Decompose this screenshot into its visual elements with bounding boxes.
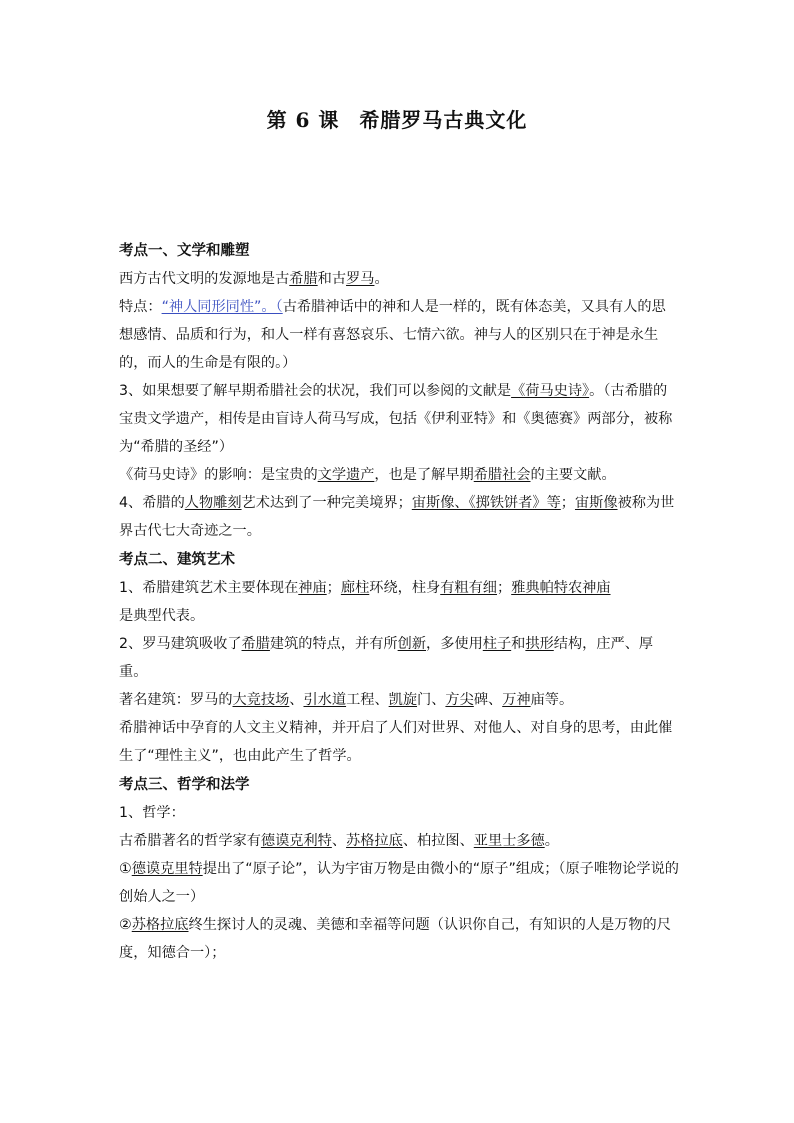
section-heading-2: 考点二、建筑艺术: [119, 552, 235, 568]
underlined-term: 《荷马史诗》: [511, 383, 590, 399]
text: 1、希腊建筑艺术主要体现在: [119, 580, 299, 596]
paragraph-features: [119, 293, 679, 377]
text: 古希腊神话中的神和人是一样的，既有体态美，又具有人的思想感情、品质和行为，和人一样有喜怒哀乐、七情六欲。神与人的区别只在于神是永生的，而人的生命是有限的。）: [119, 299, 666, 371]
underlined-term: 宙斯像: [574, 495, 618, 511]
paragraph-philosophers: [119, 827, 679, 855]
text: ①: [119, 861, 132, 877]
paragraph-greek-architecture: [119, 574, 679, 630]
text: 建筑的特点，并有所: [269, 636, 398, 652]
text: ；: [496, 580, 512, 596]
text: 的主要文献。: [530, 467, 616, 483]
underlined-term: 拱形: [525, 636, 554, 652]
paragraph-humanism: [119, 714, 679, 770]
underlined-term: 人物雕刻: [184, 495, 242, 511]
paragraph-democritus: [119, 855, 679, 911]
text: 3、如果想要了解早期希腊社会的状况，我们可以参阅的文献是: [119, 383, 512, 399]
paragraph-famous-buildings: [119, 686, 679, 714]
underlined-term: 文学遗产: [317, 467, 375, 483]
underlined-term: 罗马: [346, 271, 375, 287]
text: 希腊神话中孕育的人文主义精神，并开启了人们对世界、对他人、对自身的思考，由此催生了“理性主义”，也由此产生了哲学。: [119, 720, 673, 764]
underlined-term: 大竞技场: [232, 692, 290, 708]
underlined-term: 德谟克里特: [131, 861, 203, 877]
text: ，也是了解早期: [374, 467, 474, 483]
text: 。: [544, 833, 559, 849]
underlined-term: 神庙: [298, 580, 327, 596]
underlined-term: 苏格拉底: [346, 833, 403, 849]
text: ；: [560, 495, 575, 511]
underlined-term: 雅典帕特农神庙: [511, 580, 611, 596]
underlined-term: 万神: [502, 692, 531, 708]
underlined-term: 宙斯像、《掷铁饼者》等: [411, 495, 561, 511]
underlined-term: 希腊: [241, 636, 270, 652]
text: 。: [374, 271, 389, 287]
document-body: [119, 236, 679, 967]
text: 2、罗马建筑吸收了: [119, 636, 242, 652]
text: ；: [326, 580, 341, 596]
text: 艺术达到了一种完美境界；: [241, 495, 412, 511]
paragraph-homer: [119, 377, 679, 461]
underlined-term: 希腊社会: [473, 467, 531, 483]
page-title: [0, 104, 794, 133]
lesson-title: 希腊罗马古典文化: [359, 108, 528, 132]
underlined-term: 希腊: [289, 271, 318, 287]
text: 门、: [417, 692, 446, 708]
section-heading-3: 考点三、哲学和法学: [119, 777, 250, 793]
paragraph-roman-architecture: [119, 630, 679, 686]
underlined-term: 亚里士多德: [473, 833, 545, 849]
section-heading-1: 考点一、文学和雕塑: [119, 243, 250, 259]
paragraph-sculpture: [119, 489, 679, 545]
text: ②: [119, 917, 132, 933]
text: 特点：: [119, 299, 162, 315]
text: 、柏拉图、: [402, 833, 474, 849]
underlined-term: 柱子: [482, 636, 512, 652]
text: 环绕，柱身: [369, 580, 441, 596]
text: 《荷马史诗》的影响：是宝贵的: [119, 467, 318, 483]
text: 被称为世界古代七大奇迹之一。: [119, 495, 675, 539]
lesson-number: 第 6 课: [266, 108, 340, 132]
text: 工程、: [346, 692, 389, 708]
text: 1、哲学：: [119, 805, 185, 821]
text: 、: [331, 833, 347, 849]
underlined-term: 方尖: [445, 692, 474, 708]
paragraph-homer-influence: [119, 461, 679, 489]
text: 和: [511, 636, 526, 652]
text: 古希腊著名的哲学家有: [119, 833, 261, 849]
text: 4、希腊的: [119, 495, 185, 511]
text: 西方古代文明的发源地是古: [119, 271, 290, 287]
underlined-term: 引水道: [303, 692, 347, 708]
text: 庙等。: [530, 692, 574, 708]
paragraph-philosophy-label: [119, 799, 679, 827]
text: 和古: [317, 271, 347, 287]
text: 终生探讨人的灵魂、美德和幸福等问题（认识你自己，有知识的人是万物的尺度，知德合一）；: [119, 917, 671, 961]
paragraph-socrates: [119, 911, 679, 967]
text: 是典型代表。: [119, 608, 205, 624]
underlined-term: 有粗有细: [440, 580, 497, 596]
text: 著名建筑：罗马的: [119, 692, 233, 708]
underlined-term: 苏格拉底: [131, 917, 189, 933]
text: 提出了“原子论”，认为宇宙万物是由微小的“原子”组成；（原子唯物论学说的创始人之一）: [119, 861, 679, 905]
underlined-term: 凯旋: [388, 692, 418, 708]
text: 结构，庄严、厚重。: [119, 636, 654, 680]
underlined-term: 德谟克利特: [260, 833, 332, 849]
underlined-term: “神人同形同性”。（: [161, 299, 283, 315]
text: 。（古希腊的宝贵文学遗产，相传是由盲诗人荷马写成，包括《伊利亚特》和《奥德赛》两部分，被称为“希腊的圣经”）: [119, 383, 673, 455]
underlined-term: 创新: [397, 636, 427, 652]
text: ，多使用: [426, 636, 483, 652]
paragraph-origin: [119, 265, 679, 293]
text: 碑、: [473, 692, 503, 708]
text: 、: [289, 692, 304, 708]
underlined-term: 廊柱: [340, 580, 370, 596]
